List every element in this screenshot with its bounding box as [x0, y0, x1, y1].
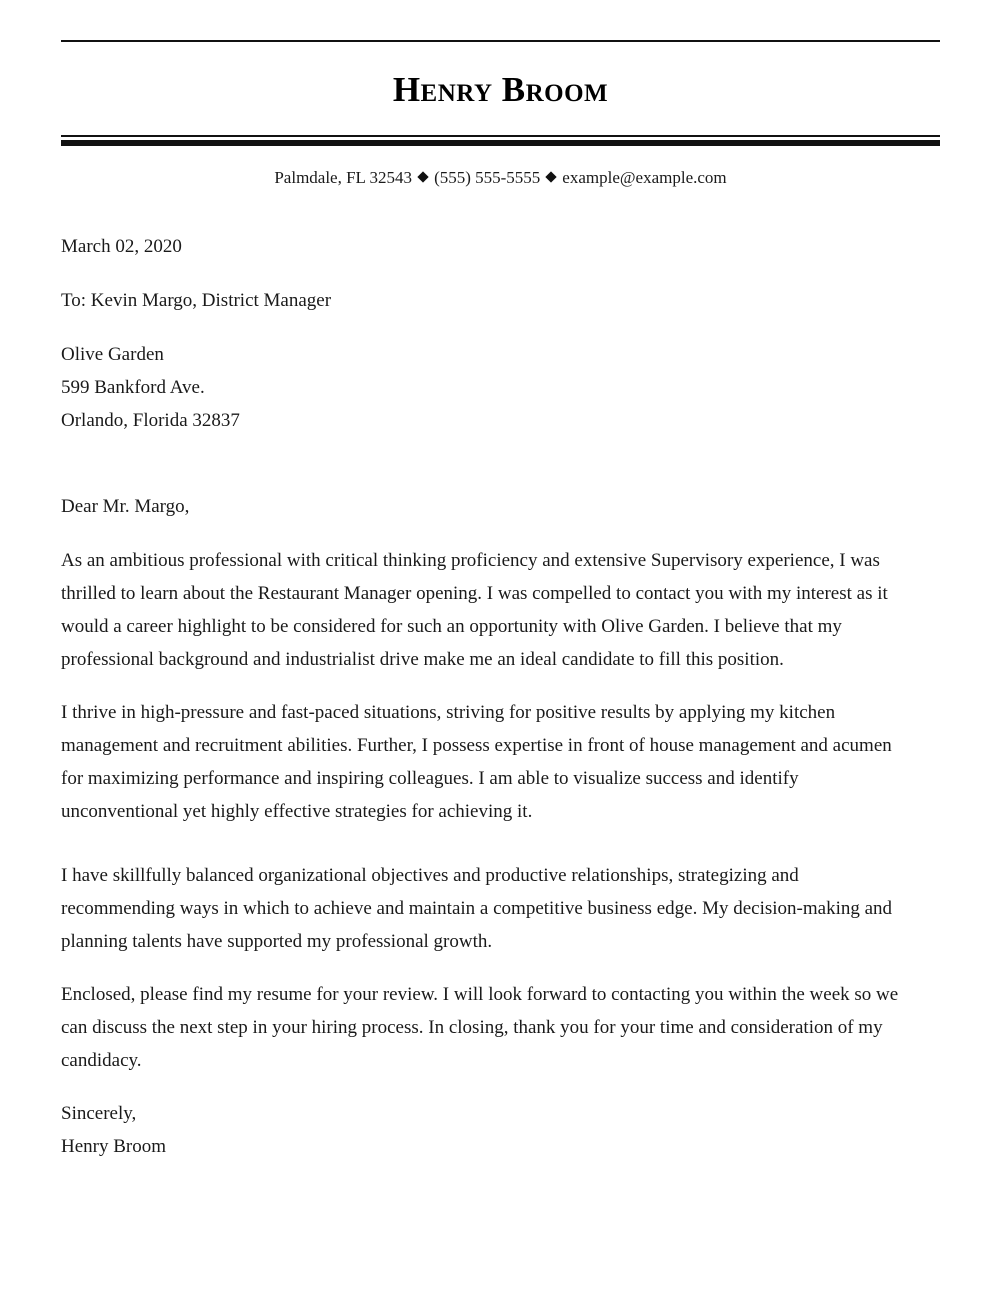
paragraph-line: unconventional yet highly effective strategies for achieving it.	[61, 801, 533, 822]
body-paragraph-1	[61, 544, 940, 676]
letter-signoff	[61, 1097, 940, 1163]
paragraph-line: Enclosed, please find my resume for your review. I will look forward to contacting you within the week so we	[61, 984, 899, 1005]
letter-closing: Sincerely,	[61, 1103, 137, 1124]
contact-email: example@example.com	[562, 168, 727, 187]
paragraph-line: management and recruitment abilities. Further, I possess expertise in front of house management and acumen	[61, 735, 892, 756]
paragraph-line: candidacy.	[61, 1050, 142, 1071]
header-top-rule	[61, 40, 940, 42]
body-paragraph-2	[61, 696, 940, 828]
paragraph-line: recommending ways in which to achieve and maintain a competitive business edge. My decision-making and	[61, 898, 893, 919]
letter-salutation: Dear Mr. Margo,	[61, 496, 190, 517]
body-paragraph-3	[61, 859, 940, 958]
paragraph-line: professional background and industrialist drive make me an ideal candidate to fill this position.	[61, 649, 784, 670]
contact-phone: (555) 555-5555	[434, 168, 541, 187]
header-thin-rule	[61, 135, 940, 137]
recipient-company: Olive Garden	[61, 344, 164, 365]
applicant-name: Henry Broom	[392, 70, 609, 109]
paragraph-line: I have skillfully balanced organizational objectives and productive relationships, strategizing and	[61, 865, 799, 886]
letter-recipient: To: Kevin Margo, District Manager	[61, 290, 332, 311]
paragraph-line: would a career highlight to be considered for such an opportunity with Olive Garden. I believe that my	[61, 616, 842, 637]
diamond-separator-icon	[417, 171, 428, 182]
letter-date: March 02, 2020	[61, 236, 182, 257]
paragraph-line: As an ambitious professional with critical thinking proficiency and extensive Supervisory experience, I was	[61, 550, 880, 571]
paragraph-line: can discuss the next step in your hiring process. In closing, thank you for your time and consideration of my	[61, 1017, 883, 1038]
recipient-address	[61, 338, 940, 437]
paragraph-line: I thrive in high-pressure and fast-paced situations, striving for positive results by applying my kitchen	[61, 702, 836, 723]
paragraph-line: thrilled to learn about the Restaurant Manager opening. I was compelled to contact you with my interest as it	[61, 583, 888, 604]
recipient-city: Orlando, Florida 32837	[61, 410, 240, 431]
contact-address: Palmdale, FL 32543	[274, 168, 413, 187]
contact-line	[61, 166, 940, 190]
paragraph-line: for maximizing performance and inspiring colleagues. I am able to visualize success and identify	[61, 768, 799, 789]
diamond-separator-icon	[546, 171, 557, 182]
recipient-street: 599 Bankford Ave.	[61, 377, 205, 398]
body-paragraph-4	[61, 978, 940, 1077]
paragraph-line: planning talents have supported my professional growth.	[61, 931, 493, 952]
letter-signature: Henry Broom	[61, 1136, 167, 1157]
header-thick-rule	[61, 140, 940, 146]
